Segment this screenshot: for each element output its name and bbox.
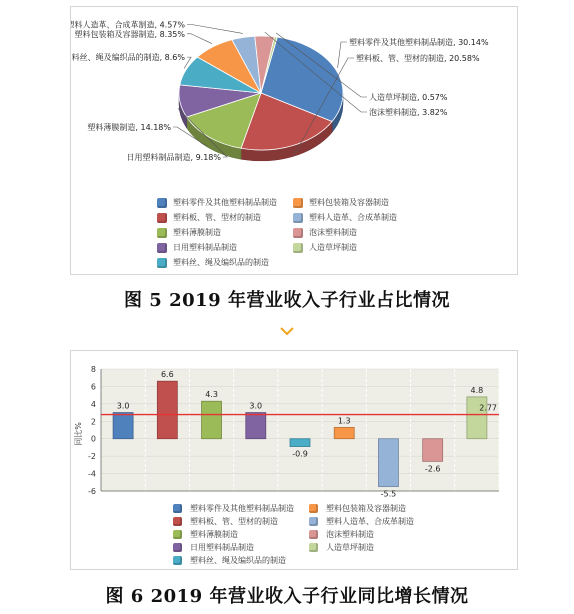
legend-swatch bbox=[173, 543, 182, 552]
legend-swatch bbox=[309, 504, 318, 513]
bar-legend-item bbox=[173, 503, 305, 514]
pie-leader-line bbox=[338, 42, 347, 68]
legend-swatch bbox=[293, 243, 303, 253]
y-tick-label: -2 bbox=[88, 452, 96, 462]
bar-value-label: -5.5 bbox=[380, 489, 397, 499]
bar bbox=[246, 413, 266, 439]
bar-value-label: 4.3 bbox=[205, 390, 218, 400]
legend-label: 塑料零件及其他塑料制品制造 bbox=[173, 198, 277, 207]
legend-label: 泡沫塑料制造 bbox=[326, 530, 374, 539]
legend-label: 日用塑料制品制造 bbox=[190, 543, 254, 552]
y-tick-label: -4 bbox=[88, 469, 96, 479]
legend-swatch bbox=[157, 243, 167, 253]
bar-value-label: -2.6 bbox=[424, 464, 441, 474]
pie-slice-label: 塑料人造革、合成革制造, 4.57% bbox=[71, 20, 185, 30]
bar-legend-item bbox=[309, 542, 429, 553]
y-tick-label: 6 bbox=[90, 382, 96, 392]
bar-value-label: 3.0 bbox=[249, 401, 263, 411]
bar-legend bbox=[173, 503, 429, 566]
pie-legend-item bbox=[157, 257, 289, 268]
legend-swatch bbox=[157, 198, 167, 208]
y-tick-label: 4 bbox=[90, 399, 96, 409]
pie-slice-label: 泡沫塑料制造, 3.82% bbox=[369, 108, 448, 117]
y-axis-label: 同比% bbox=[74, 422, 83, 446]
bar-legend-item bbox=[173, 555, 305, 566]
pie-legend-item bbox=[157, 212, 289, 223]
legend-label: 泡沫塑料制造 bbox=[309, 228, 357, 237]
pie-slice-label: 塑料板、管、型材的制造, 20.58% bbox=[356, 54, 480, 63]
pie-legend-item bbox=[157, 197, 289, 208]
bar-legend-item bbox=[173, 542, 305, 553]
legend-label: 塑料薄膜制造 bbox=[173, 228, 221, 237]
legend-swatch bbox=[293, 228, 303, 238]
pie-slice-label: 塑料丝、绳及编织品的制造, 8.6% bbox=[71, 53, 185, 63]
legend-swatch bbox=[293, 198, 303, 208]
legend-label: 塑料板、管、型材的制造 bbox=[190, 517, 278, 526]
pie-legend-item bbox=[293, 242, 413, 253]
bar-legend-item bbox=[309, 516, 429, 527]
pie-chart-panel bbox=[70, 6, 518, 275]
legend-swatch bbox=[293, 213, 303, 223]
pie-slice-label: 日用塑料制品制造, 9.18% bbox=[126, 153, 221, 162]
bar-value-label: 6.6 bbox=[160, 370, 174, 380]
legend-swatch bbox=[309, 517, 318, 526]
bar-legend-item bbox=[309, 529, 429, 540]
bar bbox=[113, 413, 133, 439]
pie-chart bbox=[71, 7, 517, 192]
legend-swatch bbox=[173, 530, 182, 539]
bar-legend-item bbox=[173, 529, 305, 540]
legend-swatch bbox=[173, 504, 182, 513]
legend-label: 塑料板、管、型材的制造 bbox=[173, 213, 261, 222]
pie-slice-label: 人造草坪制造, 0.57% bbox=[369, 93, 448, 102]
pie-legend-item bbox=[157, 227, 289, 238]
bar-value-label: 1.3 bbox=[337, 416, 351, 426]
pie-slice-label: 塑料零件及其他塑料制品制造, 30.14% bbox=[349, 38, 489, 47]
y-tick-label: -6 bbox=[88, 487, 96, 496]
bar bbox=[378, 439, 398, 487]
figure-6-caption: 图 6 2019 年营业收入子行业同比增长情况 bbox=[105, 586, 469, 607]
reference-line-label: 2.77 bbox=[479, 403, 497, 413]
pie-slices bbox=[179, 36, 343, 150]
bar-legend-item bbox=[309, 503, 429, 514]
bar-chart bbox=[71, 351, 517, 501]
legend-label: 塑料薄膜制造 bbox=[190, 530, 238, 539]
pie-slice-label: 塑料薄膜制造, 14.18% bbox=[87, 123, 171, 132]
pie-legend-item bbox=[157, 242, 289, 253]
y-tick-label: 2 bbox=[90, 417, 96, 427]
legend-label: 塑料人造革、合成革制造 bbox=[309, 213, 397, 222]
y-tick-label: 0 bbox=[90, 434, 96, 444]
legend-swatch bbox=[157, 228, 167, 238]
legend-label: 塑料零件及其他塑料制品制造 bbox=[190, 504, 294, 513]
bar-chart-panel bbox=[70, 350, 518, 570]
legend-label: 塑料包装箱及容器制造 bbox=[326, 504, 406, 513]
pie-legend-item bbox=[293, 227, 413, 238]
pie-legend bbox=[157, 197, 413, 268]
bar-value-label: 3.0 bbox=[116, 401, 130, 411]
legend-swatch bbox=[173, 556, 182, 565]
pie-slice-label: 塑料包装箱及容器制造, 8.35% bbox=[74, 29, 185, 39]
legend-label: 塑料丝、绳及编织品的制造 bbox=[173, 258, 269, 267]
pie-legend-item bbox=[293, 197, 413, 208]
legend-swatch bbox=[157, 213, 167, 223]
legend-label: 塑料丝、绳及编织品的制造 bbox=[190, 556, 286, 565]
chevron-down-icon bbox=[279, 326, 295, 336]
bar bbox=[334, 427, 354, 438]
bar bbox=[202, 401, 222, 438]
bar-value-label: 4.8 bbox=[470, 385, 484, 395]
legend-label: 塑料人造革、合成革制造 bbox=[326, 517, 414, 526]
legend-label: 人造草坪制造 bbox=[309, 243, 357, 252]
legend-label: 日用塑料制品制造 bbox=[173, 243, 237, 252]
pie-leader-line bbox=[187, 34, 212, 44]
legend-label: 塑料包装箱及容器制造 bbox=[309, 198, 389, 207]
legend-swatch bbox=[309, 530, 318, 539]
figure-5-caption: 图 5 2019 年营业收入子行业占比情况 bbox=[124, 290, 450, 311]
legend-label: 人造草坪制造 bbox=[326, 543, 374, 552]
bar-legend-item bbox=[173, 516, 305, 527]
bar bbox=[423, 439, 443, 462]
legend-swatch bbox=[173, 517, 182, 526]
y-tick-label: 8 bbox=[90, 365, 96, 374]
legend-swatch bbox=[157, 258, 167, 268]
legend-swatch bbox=[309, 543, 318, 552]
bar bbox=[290, 439, 310, 447]
pie-legend-item bbox=[293, 212, 413, 223]
bar bbox=[157, 381, 177, 439]
bar-value-label: -0.9 bbox=[292, 449, 308, 459]
pie-leader-line bbox=[187, 24, 243, 33]
